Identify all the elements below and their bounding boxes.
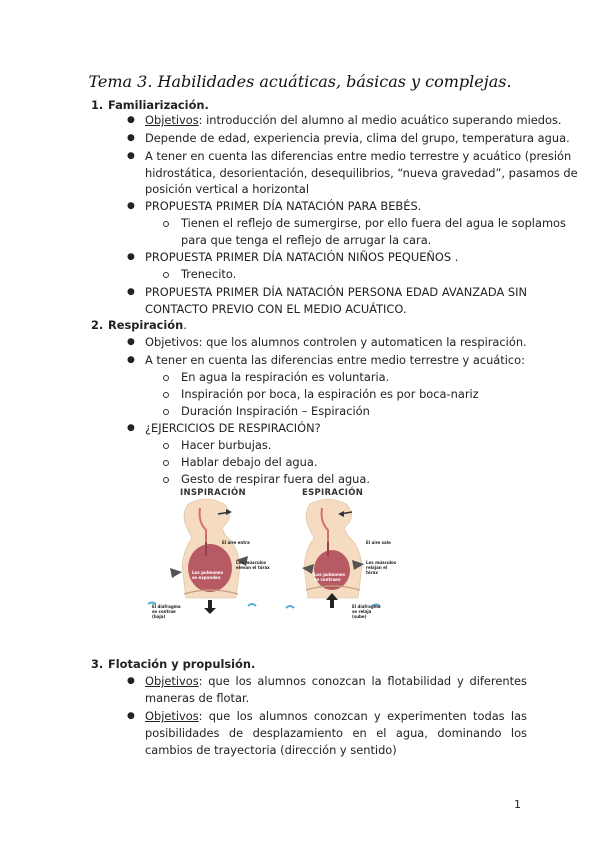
circle-bullet-icon <box>163 409 169 415</box>
circle-bullet-icon <box>163 477 169 483</box>
label-lungs-left: Los pulmones se expanden <box>192 570 224 580</box>
bullet-icon: ● <box>127 133 135 143</box>
bullet-icon: ● <box>127 337 135 347</box>
list-item-line: A tener en cuenta las diferencias entre medio terrestre y acuático (presión <box>145 149 572 163</box>
objective-label: Objetivos <box>145 709 199 723</box>
sub-item: Inspiración por boca, la espiración es por boca-nariz <box>181 387 479 401</box>
section-number: 2. <box>91 318 104 332</box>
sub-item: En agua la respiración es voluntaria. <box>181 370 390 384</box>
expiration-body <box>286 499 380 608</box>
sub-item: Gesto de respirar fuera del agua. <box>181 472 370 486</box>
bullet-icon: ● <box>127 201 135 211</box>
section-title: Respiración <box>108 318 184 332</box>
label-air-in: El aire entra <box>222 540 250 545</box>
sub-item-line: para que tenga el reflejo de arrugar la cara. <box>181 233 432 247</box>
bullet-icon: ● <box>127 252 135 262</box>
sub-item: Trenecito. <box>181 267 237 281</box>
circle-bullet-icon <box>163 272 169 278</box>
sub-item: Hacer burbujas. <box>181 438 272 452</box>
bullet-icon: ● <box>127 355 135 365</box>
objective-label: Objetivos <box>145 113 199 127</box>
list-item: Objetivos: que los alumnos conozcan la flotabilidad y diferentes maneras de flotar. <box>145 674 527 706</box>
list-item: Objetivos: introducción del alumno al medio acuático superando miedos. <box>145 113 562 127</box>
label-muscles-left: Los músculos elevan el tórax <box>236 560 270 570</box>
list-item-line: posición vertical a horizontal <box>145 182 310 196</box>
bullet-icon: ● <box>127 423 135 433</box>
list-item: Objetivos: que los alumnos controlen y automaticen la respiración. <box>145 335 527 349</box>
section-number: 3. <box>91 657 104 671</box>
bullet-icon: ● <box>127 711 135 721</box>
bullet-icon: ● <box>127 676 135 686</box>
figure-title-inspiration: INSPIRACIÓN <box>180 488 246 498</box>
objective-label: Objetivos <box>145 674 199 688</box>
list-item-line: CONTACTO PREVIO CON EL MEDIO ACUÁTICO. <box>145 302 407 316</box>
figure-title-expiration: ESPIRACIÓN <box>302 488 364 498</box>
document-title: Tema 3. Habilidades acuáticas, básicas y complejas. <box>88 72 512 91</box>
list-item: PROPUESTA PRIMER DÍA NATACIÓN PARA BEBÉS. <box>145 199 422 213</box>
section-2-heading: 2. Respiración. <box>91 318 187 332</box>
list-item: ¿EJERCICIOS DE RESPIRACIÓN? <box>145 421 321 435</box>
list-item: Depende de edad, experiencia previa, clima del grupo, temperatura agua. <box>145 131 570 145</box>
section-3-heading <box>91 657 255 671</box>
breathing-illustration <box>140 486 440 614</box>
section-number: 1. <box>91 98 104 112</box>
circle-bullet-icon <box>163 443 169 449</box>
sub-item: Duración Inspiración – Espiración <box>181 404 370 418</box>
sub-item: Hablar debajo del agua. <box>181 455 318 469</box>
list-item: Objetivos: que los alumnos conozcan y experimenten todas las posibilidades de desplazamiento en el agua, dominando los cambios de trayectoria (dirección y sentido) <box>145 709 527 758</box>
bullet-icon: ● <box>127 287 135 297</box>
breathing-figure <box>140 486 440 619</box>
circle-bullet-icon <box>163 392 169 398</box>
list-item-line: PROPUESTA PRIMER DÍA NATACIÓN PERSONA EDAD AVANZADA SIN <box>145 285 527 299</box>
bullet-icon: ● <box>127 115 135 125</box>
section-title: Familiarización. <box>108 98 209 112</box>
label-air-out: El aire sale <box>366 540 391 545</box>
bullet-icon: ● <box>127 151 135 161</box>
circle-bullet-icon <box>163 375 169 381</box>
sub-item-line: Tienen el reflejo de sumergirse, por ello fuera del agua le soplamos <box>181 216 566 230</box>
circle-bullet-icon <box>163 460 169 466</box>
section-1-heading <box>91 98 209 112</box>
list-item: A tener en cuenta las diferencias entre medio terrestre y acuático: <box>145 353 525 367</box>
page-number: 1 <box>514 798 521 811</box>
label-muscles-right: Los músculos relajan el tórax <box>366 560 397 575</box>
inspiration-body <box>148 499 256 614</box>
label-lungs-right: Los pulmones se contraen <box>314 572 346 582</box>
label-diaphragm-right: El diafragma se relaja (sube) <box>352 604 381 619</box>
section-title: Flotación y propulsión. <box>108 657 256 671</box>
list-item: PROPUESTA PRIMER DÍA NATACIÓN NIÑOS PEQUEÑOS . <box>145 250 459 264</box>
list-item-line: hidrostática, desorientación, desequilibrios, “nueva gravedad”, pasamos de <box>145 166 578 180</box>
label-diaphragm-left: El diafragma se contrae (baja) <box>152 604 181 619</box>
circle-bullet-icon <box>163 221 169 227</box>
